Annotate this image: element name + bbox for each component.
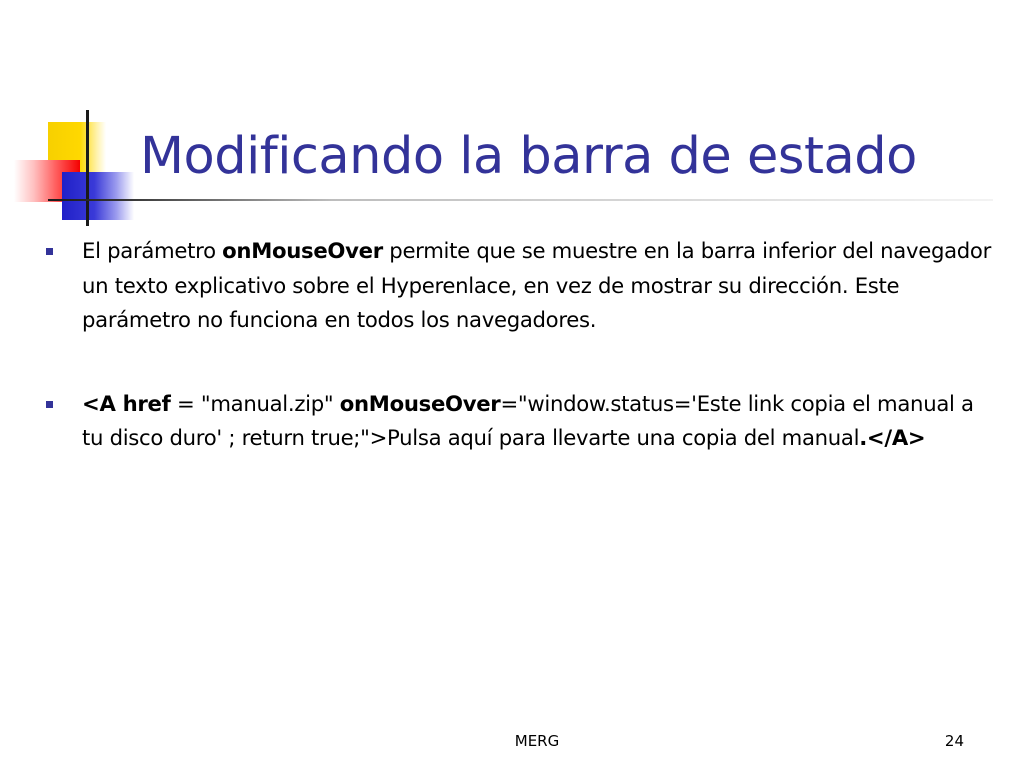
square-bullet-icon: [46, 248, 53, 255]
slide-page-number: 24: [944, 732, 964, 750]
bullet-item-code-example: [44, 387, 994, 456]
footer-author: MERG: [514, 732, 560, 750]
bullet-2-tag-open: <A href: [82, 390, 171, 416]
vertical-line-decoration: [86, 110, 89, 226]
title-underline: [48, 199, 993, 201]
bullet-2-keyword: onMouseOver: [339, 390, 501, 416]
square-bullet-icon: [46, 401, 53, 408]
bullet-2-tag-close: .</A>: [859, 425, 926, 450]
slide-title: Modificando la barra de estado: [140, 127, 917, 186]
bullet-list: [44, 234, 994, 456]
bullet-1-prefix: El parámetro: [82, 238, 223, 263]
bullet-item-onmouseover-description: [44, 234, 994, 338]
slide-logo-decoration: [0, 0, 140, 240]
bullet-2-code-text: ="window.status='Este link copia el manual a tu disco duro' ; return true;">Pulsa aquí para llevarte una copia del manual: [82, 390, 974, 450]
bullet-1-keyword: onMouseOver: [222, 238, 383, 263]
blue-square-decoration: [62, 172, 134, 220]
bullet-2-href-value: = "manual.zip": [170, 390, 340, 416]
bullet-1-text: permite que se muestre en la barra inferior del navegador un texto explicativo sobre el Hyperenlace, en vez de mostrar su dirección. Este parámetro no funciona en todos los navegadores.: [82, 238, 992, 332]
